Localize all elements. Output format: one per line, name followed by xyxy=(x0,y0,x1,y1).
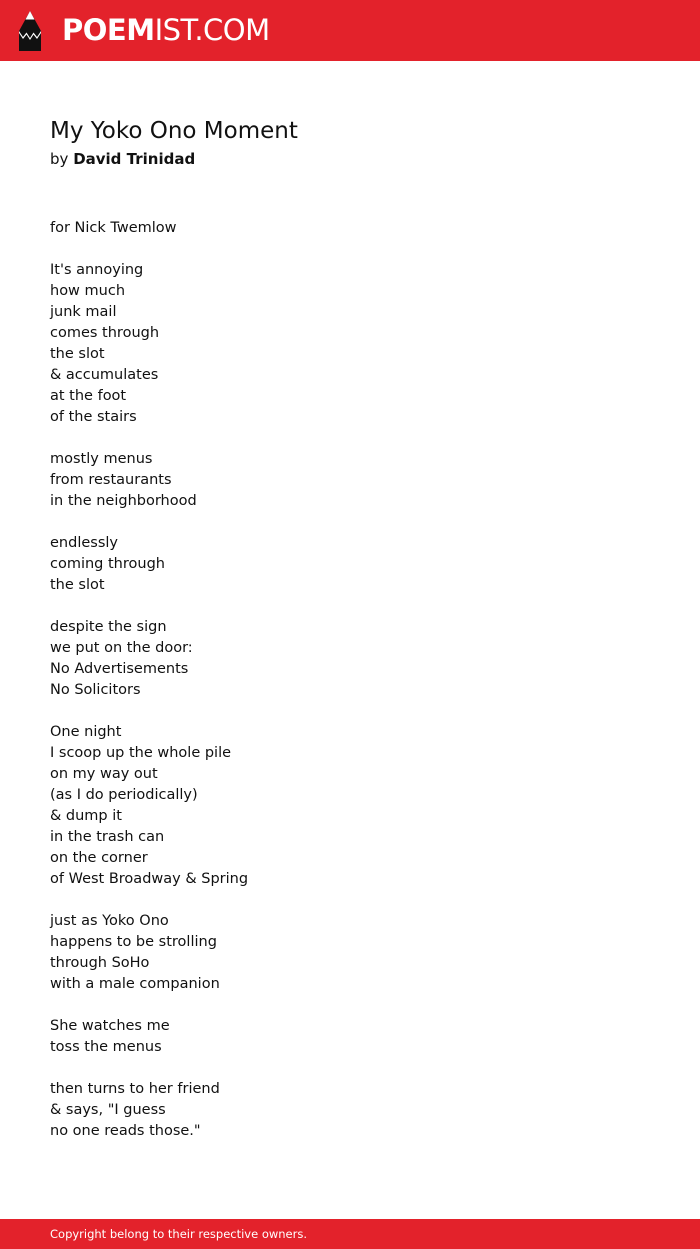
brand-light-part: IST.COM xyxy=(154,13,270,47)
poem-line: No Solicitors xyxy=(50,682,141,698)
poem-line: (as I do periodically) xyxy=(50,787,198,803)
poem-line: with a male companion xyxy=(50,976,220,992)
site-footer xyxy=(0,1219,700,1249)
poem-byline xyxy=(50,148,650,170)
poem-line: comes through xyxy=(50,325,160,341)
poem-line: from restaurants xyxy=(50,472,172,488)
poem-stanzas xyxy=(50,260,650,1142)
poem-line: & dump it xyxy=(50,808,122,824)
copyright-text: Copyright belong to their respective owners. xyxy=(50,1227,308,1241)
site-brand xyxy=(62,13,270,47)
site-logo-link[interactable] xyxy=(17,9,270,52)
pencil-icon xyxy=(17,10,43,52)
poem-line: of the stairs xyxy=(50,409,137,425)
poem-line: in the trash can xyxy=(50,829,165,845)
poem-stanza xyxy=(50,722,650,890)
brand-bold-part: POEM xyxy=(62,13,155,47)
byline-prefix: by xyxy=(50,150,69,168)
poem-line: on the corner xyxy=(50,850,148,866)
poem-line: the slot xyxy=(50,346,105,362)
poem-stanza xyxy=(50,1016,650,1058)
poem-line: It's annoying xyxy=(50,262,144,278)
poem-line: toss the menus xyxy=(50,1039,162,1055)
poem-line: no one reads those." xyxy=(50,1123,201,1139)
poem-line: No Advertisements xyxy=(50,661,189,677)
poem-line: how much xyxy=(50,283,126,299)
poem-stanza xyxy=(50,617,650,701)
poem-author[interactable]: David Trinidad xyxy=(73,150,196,168)
poem-stanza xyxy=(50,449,650,512)
poem-line: in the neighborhood xyxy=(50,493,197,509)
poem-stanza xyxy=(50,911,650,995)
poem-line: just as Yoko Ono xyxy=(50,913,169,929)
poem-line: on my way out xyxy=(50,766,158,782)
poem-line: we put on the door: xyxy=(50,640,193,656)
poem-body xyxy=(50,218,650,1163)
poem-line: despite the sign xyxy=(50,619,167,635)
poem-line: & accumulates xyxy=(50,367,159,383)
poem-line: through SoHo xyxy=(50,955,150,971)
poem-line: junk mail xyxy=(50,304,117,320)
poem-stanza xyxy=(50,260,650,428)
dedication-line: for Nick Twemlow xyxy=(50,220,177,236)
poem-dedication xyxy=(50,218,650,239)
site-header xyxy=(0,0,700,61)
poem-line: at the foot xyxy=(50,388,127,404)
poem-line: endlessly xyxy=(50,535,118,551)
poem-line: I scoop up the whole pile xyxy=(50,745,232,761)
poem-line: coming through xyxy=(50,556,165,572)
poem-line: & says, "I guess xyxy=(50,1102,166,1118)
poem-stanza xyxy=(50,1079,650,1142)
poem-line: happens to be strolling xyxy=(50,934,217,950)
poem-header xyxy=(50,114,650,170)
poem-stanza xyxy=(50,533,650,596)
poem-line: of West Broadway & Spring xyxy=(50,871,249,887)
poem-line: mostly menus xyxy=(50,451,153,467)
poem-line: then turns to her friend xyxy=(50,1081,220,1097)
poem-line: the slot xyxy=(50,577,105,593)
poem-line: She watches me xyxy=(50,1018,170,1034)
poem-line: One night xyxy=(50,724,122,740)
poem-title: My Yoko Ono Moment xyxy=(50,118,298,144)
